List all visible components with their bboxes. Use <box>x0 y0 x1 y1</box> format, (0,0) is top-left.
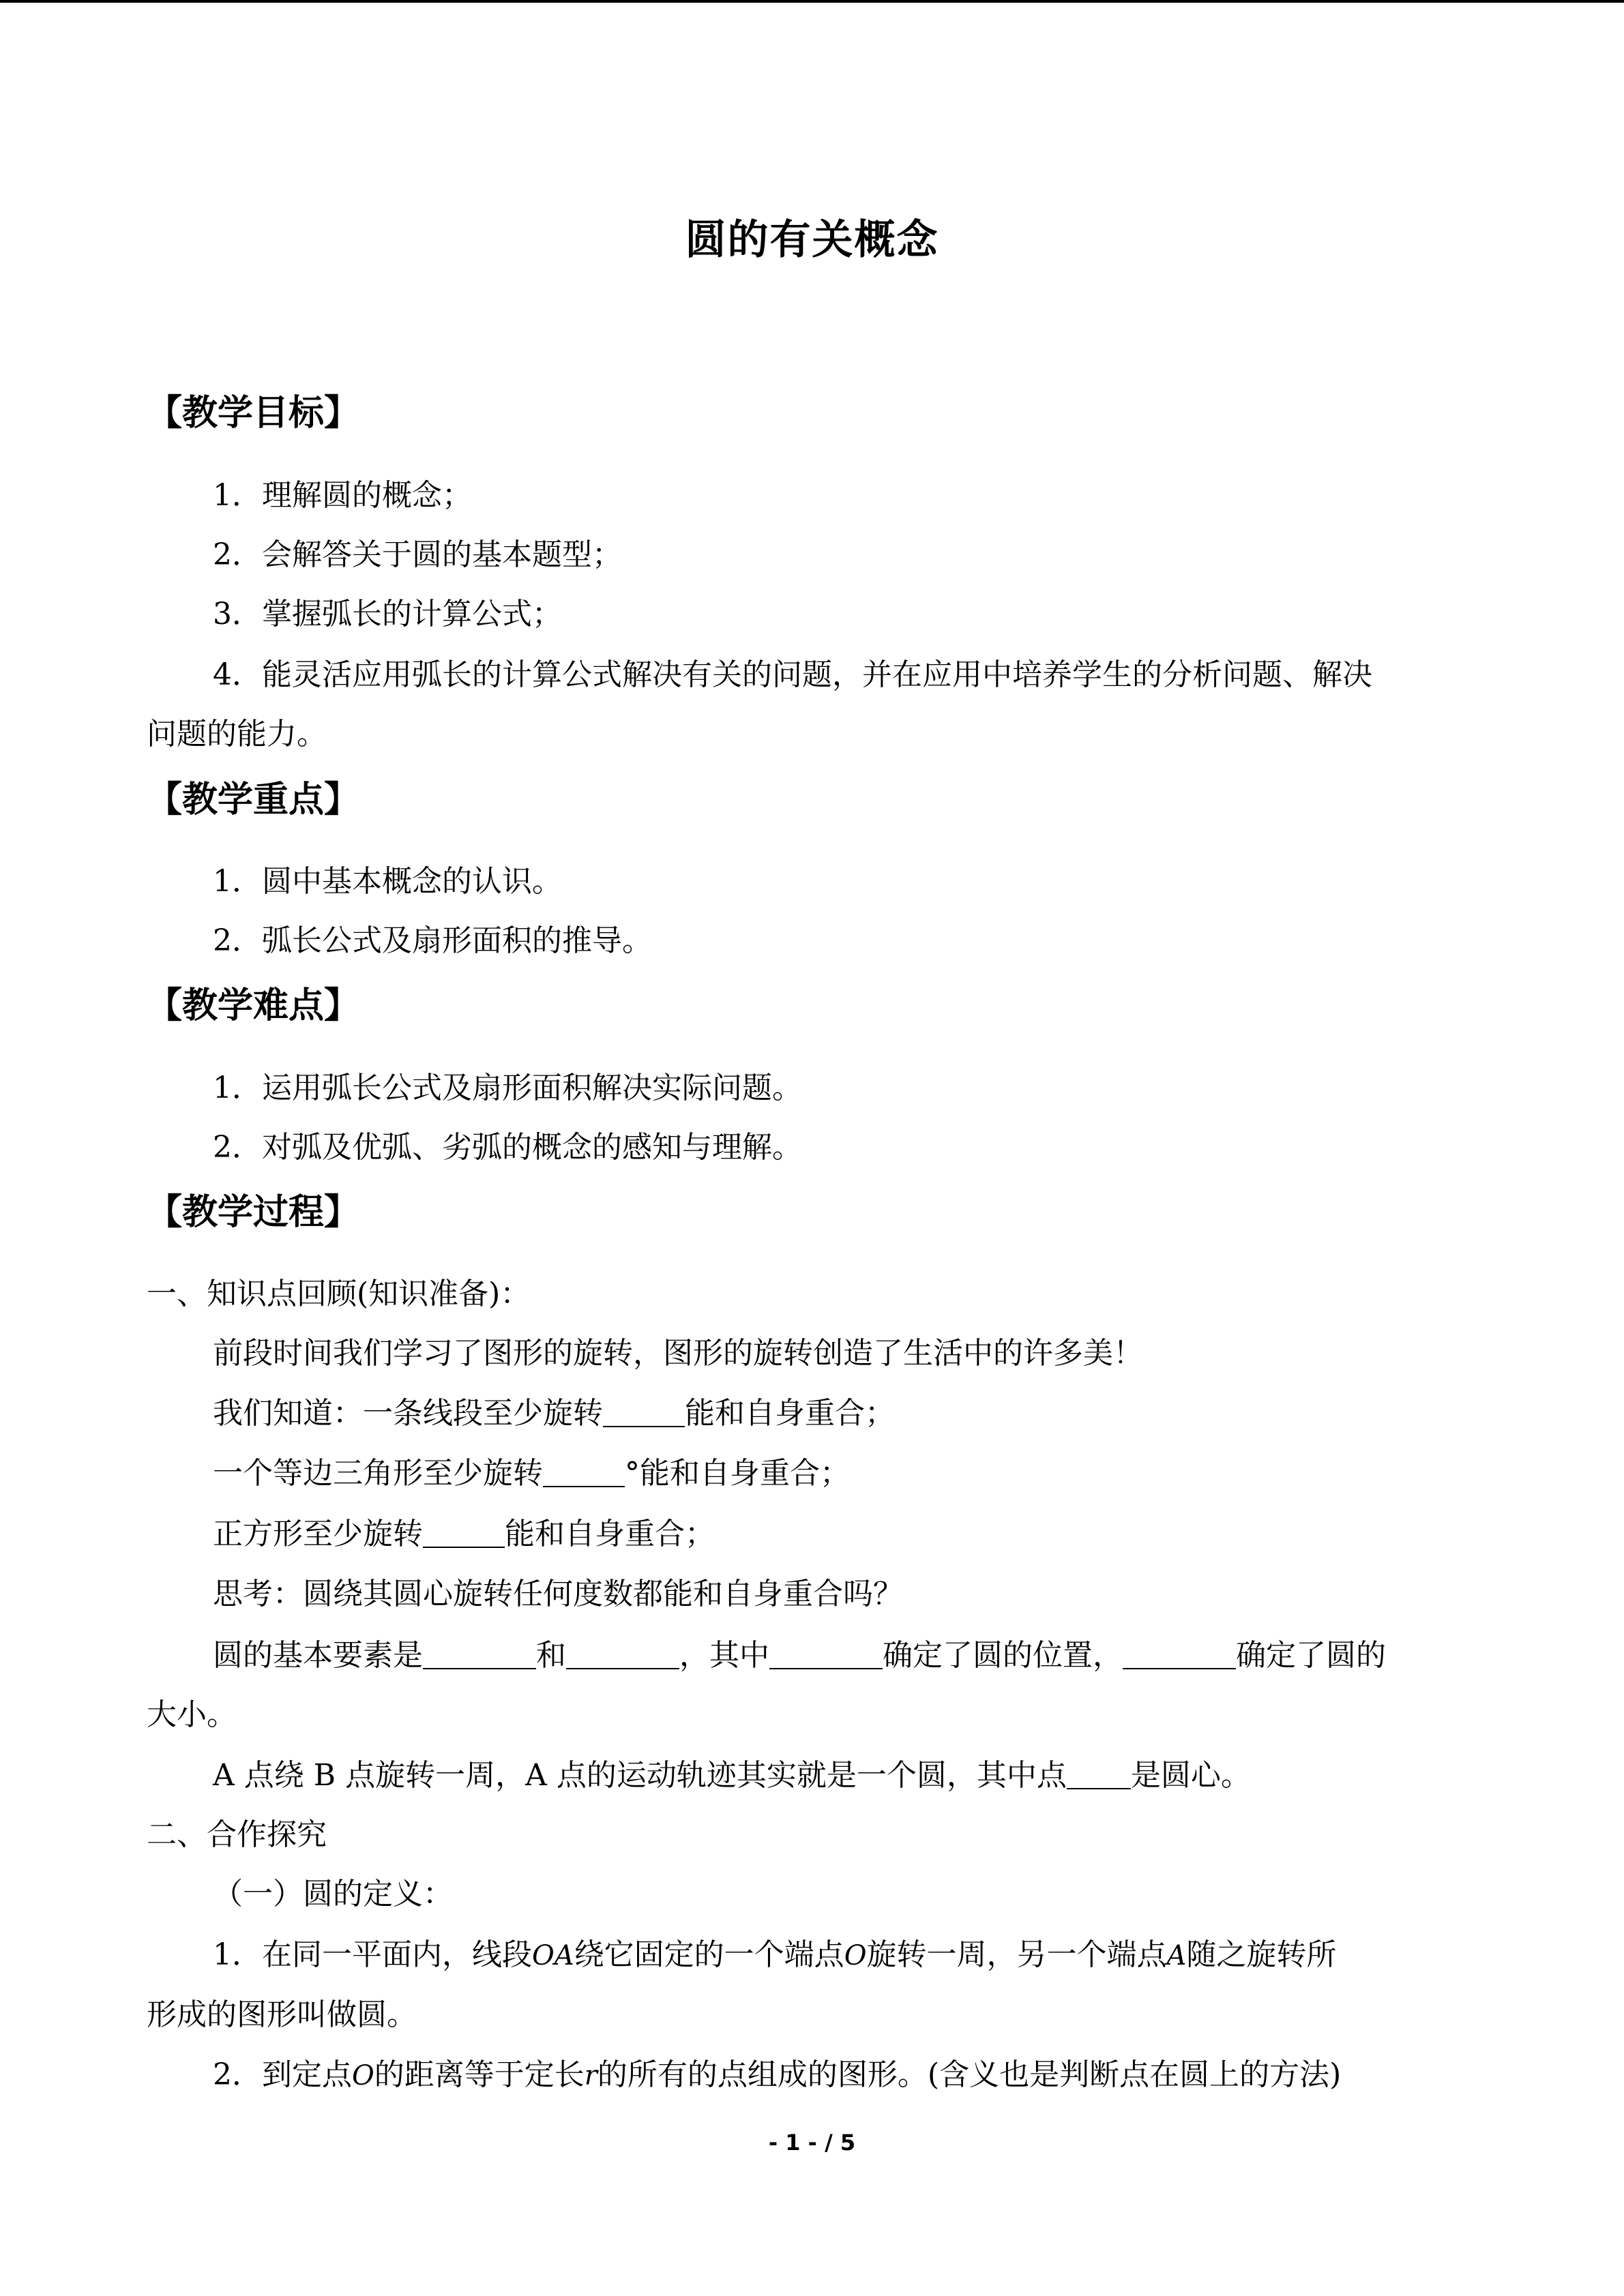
d1-segment-oa: OA <box>532 1940 574 1971</box>
process-paragraph-2 <box>213 1393 895 1434</box>
p2-text-b: 能和自身重合； <box>685 1396 895 1431</box>
process-paragraph-6 <box>213 1635 1386 1676</box>
part1-title: 一、知识点回顾(知识准备)： <box>147 1277 531 1311</box>
d1-text-c: 旋转一周，另一个端点 <box>866 1937 1167 1972</box>
d1-text-d: 随之旋转所 <box>1186 1937 1337 1972</box>
d2-text-c: 的所有的点组成的图形。(含义也是判断点在圆上的方法) <box>597 2057 1342 2092</box>
p6-text-b: 和 <box>536 1638 566 1673</box>
blank-circle-center[interactable] <box>1067 1758 1131 1789</box>
goal-item-4-cont: 问题的能力。 <box>147 717 327 751</box>
heading-teaching-keypoints: 【教学重点】 <box>147 779 360 820</box>
goal-item-2: 2．会解答关于圆的基本题型； <box>213 537 622 572</box>
p6-text-e: 确定了圆的 <box>1236 1638 1386 1673</box>
d2-text-b: 的距离等于定长 <box>374 2057 585 2092</box>
process-paragraph-5: 思考：圆绕其圆心旋转任何度数都能和自身重合吗？ <box>213 1577 903 1611</box>
process-paragraph-4 <box>213 1514 715 1555</box>
p3-text-b: °能和自身重合； <box>625 1456 850 1491</box>
d2-point-o: O <box>352 2060 374 2091</box>
d1-point-o: O <box>844 1940 867 1971</box>
p2-text-a: 我们知道：一条线段至少旋转 <box>213 1396 603 1431</box>
p6-text-c: ，其中 <box>679 1638 769 1673</box>
p7-text-a: A 点绕 B 点旋转一周，A 点的运动轨迹其实就是一个圆，其中点 <box>213 1758 1067 1793</box>
heading-teaching-process: 【教学过程】 <box>147 1192 360 1233</box>
goal-item-4: 4．能灵活应用弧长的计算公式解决有关的问题，并在应用中培养学生的分析问题、解决 <box>213 657 1372 692</box>
definition-1-cont: 形成的图形叫做圆。 <box>147 1997 417 2032</box>
sub1-title: （一）圆的定义： <box>213 1877 453 1911</box>
goal-item-1: 1．理解圆的概念； <box>213 478 472 513</box>
blank-segment-rotation[interactable] <box>603 1396 685 1427</box>
blank-square-rotation[interactable] <box>423 1517 505 1548</box>
d2-radius-r: r <box>584 2060 597 2091</box>
process-paragraph-3 <box>213 1453 850 1494</box>
page-title: 圆的有关概念 <box>685 216 939 264</box>
definition-2 <box>213 2055 1341 2096</box>
heading-teaching-goals: 【教学目标】 <box>147 393 360 434</box>
p4-text-a: 正方形至少旋转 <box>213 1517 423 1551</box>
d1-text-a: 1．在同一平面内，线段 <box>213 1937 532 1972</box>
blank-element-2[interactable] <box>566 1638 679 1669</box>
keypoint-item-1: 1．圆中基本概念的认识。 <box>213 864 562 899</box>
d1-text-b: 绕它固定的一个端点 <box>574 1937 844 1972</box>
keypoint-item-2: 2．弧长公式及扇形面积的推导。 <box>213 923 652 958</box>
definition-1 <box>213 1935 1336 1976</box>
blank-triangle-rotation[interactable] <box>543 1456 625 1487</box>
d1-point-a: A <box>1166 1940 1187 1971</box>
blank-element-1[interactable] <box>423 1638 536 1669</box>
p7-text-b: 是圆心。 <box>1130 1758 1251 1793</box>
page-number: - 1 - / 5 <box>768 2130 856 2156</box>
blank-size-element[interactable] <box>1123 1638 1236 1669</box>
difficulty-item-2: 2．对弧及优弧、劣弧的概念的感知与理解。 <box>213 1130 802 1165</box>
difficulty-item-1: 1．运用弧长公式及扇形面积解决实际问题。 <box>213 1071 802 1105</box>
p4-text-b: 能和自身重合； <box>505 1517 715 1551</box>
process-paragraph-1: 前段时间我们学习了图形的旋转，图形的旋转创造了生活中的许多美！ <box>213 1336 1143 1371</box>
p6-text-d: 确定了圆的位置， <box>883 1638 1123 1673</box>
part2-title: 二、合作探究 <box>147 1817 327 1852</box>
heading-teaching-difficulties: 【教学难点】 <box>147 985 360 1026</box>
d2-text-a: 2．到定点 <box>213 2057 352 2092</box>
p3-text-a: 一个等边三角形至少旋转 <box>213 1456 543 1491</box>
process-paragraph-6-cont: 大小。 <box>147 1697 237 1732</box>
p6-text-a: 圆的基本要素是 <box>213 1638 423 1673</box>
goal-item-3: 3．掌握弧长的计算公式； <box>213 597 562 631</box>
process-paragraph-7 <box>213 1755 1251 1796</box>
blank-position-element[interactable] <box>769 1638 883 1669</box>
